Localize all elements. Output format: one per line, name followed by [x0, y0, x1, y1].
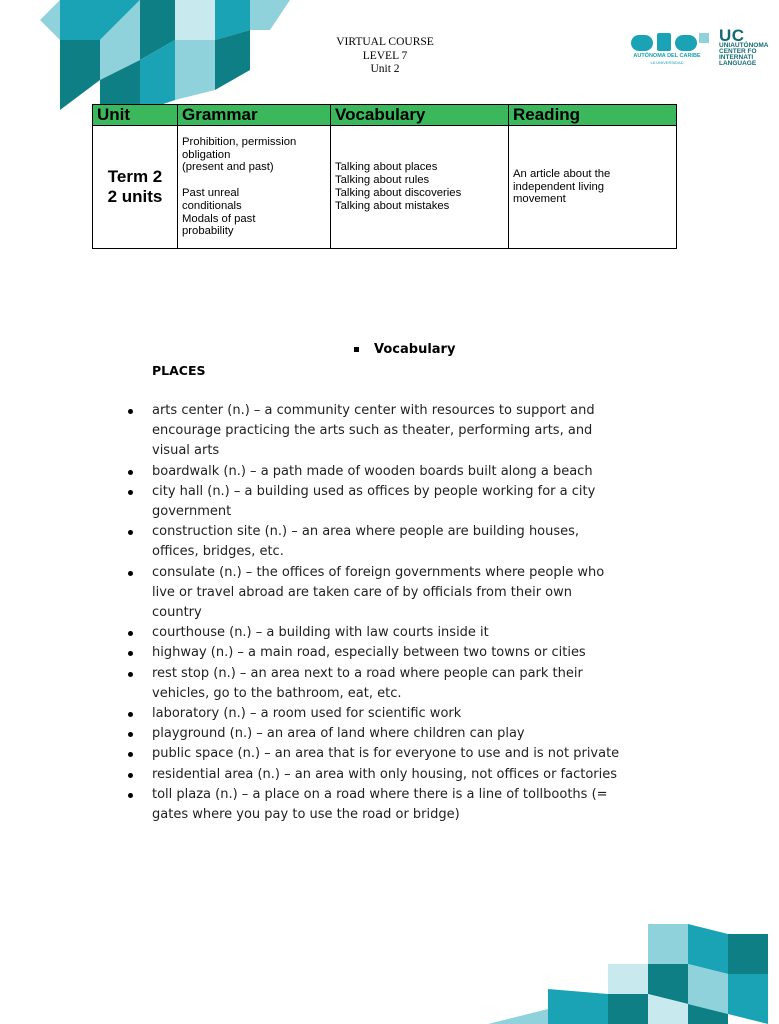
subsection-heading: PLACES — [152, 363, 206, 378]
list-item-text: public space (n.) – an area that is for everyone to use and is not private — [152, 746, 620, 762]
table-row — [93, 126, 677, 249]
column-header-reading: Reading — [509, 105, 677, 126]
list-item — [0, 522, 768, 562]
reading-line: independent living — [513, 180, 605, 193]
list-item — [0, 664, 768, 704]
bullet-icon — [128, 490, 133, 495]
column-header-grammar: Grammar — [178, 105, 331, 126]
list-item — [0, 563, 768, 624]
list-item-text: boardwalk (n.) – a path made of wooden boards built along a beach — [152, 463, 593, 479]
list-item-text: vehicles, go to the bathroom, eat, etc. — [152, 685, 402, 701]
list-item — [0, 462, 768, 482]
bullet-icon — [128, 631, 133, 636]
list-item-text: rest stop (n.) – an area next to a road where people can park their — [152, 665, 583, 681]
list-item-text: city hall (n.) – a building used as offices by people working for a city — [152, 483, 596, 499]
grammar-cell — [178, 126, 331, 249]
bullet-icon — [128, 712, 133, 717]
uc-logo-mark: UC — [719, 26, 745, 45]
list-item — [0, 785, 768, 825]
list-item-text: residential area (n.) – an area with only housing, not offices or factories — [152, 766, 618, 782]
bullet-icon — [128, 732, 133, 737]
grammar-line: Prohibition, permission — [182, 135, 297, 148]
list-item-text: live or travel abroad are taken care of by officials from their own — [152, 584, 572, 600]
grammar-line: obligation — [182, 148, 231, 161]
list-item — [0, 482, 768, 522]
vocabulary-list — [0, 401, 768, 825]
bullet-icon — [128, 773, 133, 778]
reading-line: movement — [513, 193, 566, 206]
list-item-text: courthouse (n.) – a building with law courts inside it — [152, 625, 489, 641]
header-title-line: LEVEL 7 — [362, 49, 408, 62]
bullet-icon — [128, 571, 133, 576]
arc-university-logo — [621, 31, 713, 67]
section-heading-text: Vocabulary — [374, 342, 456, 357]
list-item-text: arts center (n.) – a community center with resources to support and — [152, 403, 595, 418]
list-item-text: construction site (n.) – an area where people are building houses, — [152, 524, 580, 540]
arc-logo-mark — [621, 31, 713, 53]
vocabulary-cell — [331, 126, 509, 249]
vocabulary-topic: Talking about discoveries — [335, 187, 462, 199]
bullet-icon — [128, 651, 133, 656]
vocabulary-topic: Talking about rules — [335, 174, 430, 187]
list-item — [0, 765, 768, 785]
list-item-text: visual arts — [152, 443, 220, 459]
header-title-line: VIRTUAL COURSE — [336, 36, 434, 48]
list-item-text: playground (n.) – an area of land where children can play — [152, 726, 525, 742]
list-item-text: toll plaza (n.) – a place on a road where there is a line of tollbooths (= — [152, 786, 608, 802]
list-item-text: country — [152, 605, 202, 621]
bullet-icon — [128, 672, 133, 677]
list-item-text: government — [152, 504, 232, 520]
vocabulary-topic: Talking about mistakes — [335, 199, 450, 212]
bullet-icon — [128, 530, 133, 535]
uc-logo-line: LANGUAGE — [719, 60, 757, 67]
list-item-text: encourage practicing the arts such as theater, performing arts, and — [152, 423, 593, 439]
grammar-line: (present and past) — [182, 161, 274, 174]
list-item — [0, 401, 768, 462]
column-header-vocabulary: Vocabulary — [331, 105, 509, 126]
list-item-text: gates where you pay to use the road or bridge) — [152, 807, 460, 823]
bullet-icon — [128, 409, 133, 414]
list-item — [0, 643, 768, 663]
list-item — [0, 623, 768, 643]
uc-logo-line: CENTER FO — [719, 48, 757, 55]
uc-language-center-logo — [719, 26, 769, 67]
unit-count: 2 units — [107, 187, 163, 206]
uc-logo-line: UNIAUTÓNOMA — [719, 42, 769, 49]
unit-cell — [93, 126, 178, 249]
list-item — [0, 744, 768, 764]
list-item-text: highway (n.) – a main road, especially between two towns or cities — [152, 645, 586, 661]
header-title-line: Unit 2 — [370, 63, 400, 75]
column-header-unit: Unit — [93, 105, 178, 126]
list-item — [0, 724, 768, 744]
arc-logo-tagline: LA UNIVERSIDAD — [650, 60, 684, 65]
vocabulary-topic: Talking about places — [335, 161, 438, 174]
unit-term: Term 2 — [107, 167, 163, 186]
decorative-pattern-bottom — [488, 924, 768, 1024]
table-header-row — [93, 105, 677, 126]
bullet-icon — [128, 470, 133, 475]
bullet-icon — [128, 752, 133, 757]
unit-overview-table — [92, 104, 677, 249]
list-item-text: laboratory (n.) – a room used for scientific work — [152, 706, 462, 722]
list-item — [0, 704, 768, 724]
arc-logo-name: AUTÓNOMA DEL CARIBE — [633, 53, 701, 59]
square-bullet-icon — [354, 347, 359, 352]
grammar-line: probability — [182, 225, 234, 238]
uc-logo-line: INTERNATI — [719, 54, 754, 61]
grammar-line: Past unreal — [182, 187, 240, 199]
reading-line: An article about the — [513, 167, 611, 180]
grammar-line: conditionals — [182, 199, 242, 212]
grammar-line: Modals of past — [182, 212, 256, 225]
list-item-text: consulate (n.) – the offices of foreign governments where people who — [152, 564, 605, 580]
section-heading — [354, 342, 455, 357]
reading-cell — [509, 126, 677, 249]
decorative-pattern-top — [0, 0, 300, 112]
bullet-icon — [128, 793, 133, 798]
list-item-text: offices, bridges, etc. — [152, 544, 284, 560]
document-header-title — [300, 36, 470, 77]
